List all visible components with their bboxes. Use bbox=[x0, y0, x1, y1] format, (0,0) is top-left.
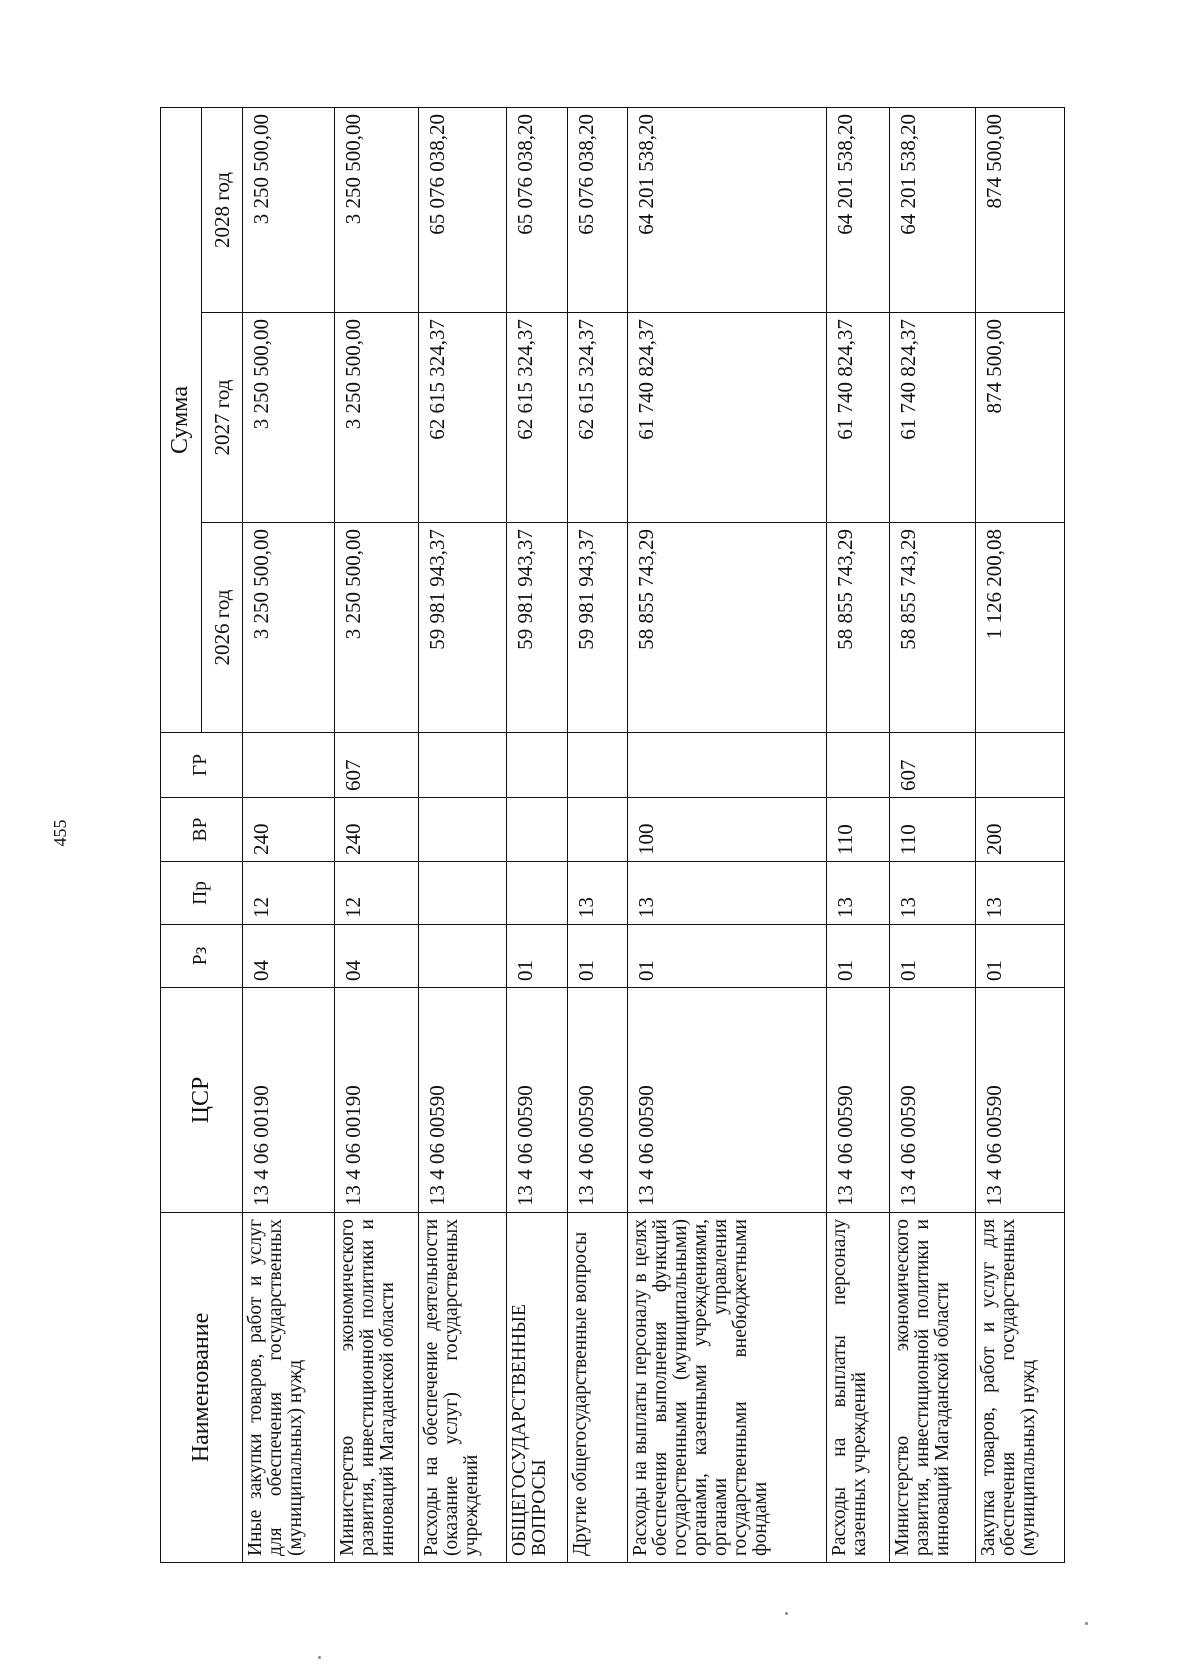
cell-vr bbox=[506, 798, 567, 862]
cell-2028: 64 201 538,20 bbox=[890, 107, 976, 312]
table-row bbox=[827, 107, 890, 1562]
page-number: 455 bbox=[50, 819, 70, 847]
cell-csr: 13 4 06 00590 bbox=[890, 988, 976, 1213]
cell-2027: 3 250 500,00 bbox=[243, 313, 335, 523]
cell-name: Министерство экономического развития, инвестиционной политики и инноваций Магаданской области bbox=[890, 1213, 976, 1563]
cell-pr: 13 bbox=[567, 862, 628, 925]
cell-name: Министерство экономического развития, инвестиционной политики и инноваций Магаданской области bbox=[335, 1213, 419, 1563]
rotated-table-container bbox=[160, 108, 1065, 1563]
header-rz: Рз bbox=[161, 925, 243, 988]
cell-vr: 100 bbox=[628, 798, 827, 862]
table-row bbox=[628, 107, 827, 1562]
table-row bbox=[890, 107, 976, 1562]
header-year-2026: 2026 год bbox=[202, 523, 243, 733]
cell-2026: 59 981 943,37 bbox=[506, 523, 567, 733]
cell-2027: 61 740 824,37 bbox=[890, 313, 976, 523]
cell-2027: 874 500,00 bbox=[975, 313, 1064, 523]
cell-vr bbox=[418, 798, 506, 862]
cell-2028: 874 500,00 bbox=[975, 107, 1064, 312]
cell-name: Расходы на выплаты персоналу казенных учреждений bbox=[827, 1213, 890, 1563]
table-header bbox=[161, 107, 243, 1562]
scan-speck bbox=[785, 1612, 788, 1615]
cell-2028: 3 250 500,00 bbox=[335, 107, 419, 312]
table-row bbox=[506, 107, 567, 1562]
cell-pr: 13 bbox=[975, 862, 1064, 925]
header-vr: ВР bbox=[161, 798, 243, 862]
cell-gr bbox=[628, 733, 827, 798]
cell-name: Другие общегосударственные вопросы bbox=[567, 1213, 628, 1563]
cell-gr bbox=[243, 733, 335, 798]
cell-gr bbox=[418, 733, 506, 798]
cell-gr bbox=[506, 733, 567, 798]
cell-rz: 01 bbox=[890, 925, 976, 988]
cell-2027: 61 740 824,37 bbox=[628, 313, 827, 523]
budget-table bbox=[160, 107, 1065, 1563]
cell-2027: 62 615 324,37 bbox=[567, 313, 628, 523]
header-year-2027: 2027 год bbox=[202, 313, 243, 523]
cell-2026: 58 855 743,29 bbox=[827, 523, 890, 733]
cell-vr: 110 bbox=[890, 798, 976, 862]
cell-2026: 58 855 743,29 bbox=[890, 523, 976, 733]
table-row bbox=[243, 107, 335, 1562]
table-row bbox=[567, 107, 628, 1562]
cell-rz: 01 bbox=[567, 925, 628, 988]
cell-2027: 62 615 324,37 bbox=[506, 313, 567, 523]
cell-pr bbox=[506, 862, 567, 925]
cell-rz bbox=[418, 925, 506, 988]
cell-2028: 65 076 038,20 bbox=[506, 107, 567, 312]
cell-rz: 04 bbox=[243, 925, 335, 988]
scan-speck bbox=[1085, 1622, 1088, 1625]
cell-name: Расходы на выплаты персоналу в целях обеспечения выполнения функций государственными (муниципальными) органами, казенными учреждениями, органами управления государственными внебюджетными фондами bbox=[628, 1213, 827, 1563]
cell-2026: 59 981 943,37 bbox=[567, 523, 628, 733]
cell-vr: 240 bbox=[335, 798, 419, 862]
cell-vr: 200 bbox=[975, 798, 1064, 862]
cell-pr: 12 bbox=[243, 862, 335, 925]
cell-name: Расходы на обеспечение деятельности (оказание услуг) государственных учреждений bbox=[418, 1213, 506, 1563]
cell-gr bbox=[975, 733, 1064, 798]
scan-speck bbox=[318, 1656, 321, 1659]
table-row bbox=[975, 107, 1064, 1562]
cell-gr bbox=[567, 733, 628, 798]
cell-rz: 04 bbox=[335, 925, 419, 988]
cell-2027: 61 740 824,37 bbox=[827, 313, 890, 523]
cell-pr bbox=[418, 862, 506, 925]
cell-pr: 12 bbox=[335, 862, 419, 925]
cell-pr: 13 bbox=[628, 862, 827, 925]
cell-rz: 01 bbox=[975, 925, 1064, 988]
header-year-2028: 2028 год bbox=[202, 107, 243, 312]
cell-csr: 13 4 06 00190 bbox=[243, 988, 335, 1213]
table-row bbox=[418, 107, 506, 1562]
table-row bbox=[335, 107, 419, 1562]
cell-rz: 01 bbox=[506, 925, 567, 988]
cell-pr: 13 bbox=[890, 862, 976, 925]
cell-2026: 1 126 200,08 bbox=[975, 523, 1064, 733]
cell-csr: 13 4 06 00590 bbox=[975, 988, 1064, 1213]
cell-2028: 64 201 538,20 bbox=[628, 107, 827, 312]
table-body bbox=[243, 107, 1065, 1562]
cell-name: Иные закупки товаров, работ и услуг для обеспечения государственных (муниципальных) нужд bbox=[243, 1213, 335, 1563]
cell-gr: 607 bbox=[335, 733, 419, 798]
cell-2028: 65 076 038,20 bbox=[418, 107, 506, 312]
cell-2026: 59 981 943,37 bbox=[418, 523, 506, 733]
header-name: Наименование bbox=[161, 1213, 243, 1563]
cell-name: ОБЩЕГОСУДАРСТВЕННЫЕ ВОПРОСЫ bbox=[506, 1213, 567, 1563]
cell-csr: 13 4 06 00190 bbox=[335, 988, 419, 1213]
cell-csr: 13 4 06 00590 bbox=[506, 988, 567, 1213]
cell-2027: 3 250 500,00 bbox=[335, 313, 419, 523]
header-gr: ГР bbox=[161, 733, 243, 798]
cell-2026: 58 855 743,29 bbox=[628, 523, 827, 733]
cell-name: Закупка товаров, работ и услуг для обеспечения государственных (муниципальных) нужд bbox=[975, 1213, 1064, 1563]
cell-2027: 62 615 324,37 bbox=[418, 313, 506, 523]
cell-csr: 13 4 06 00590 bbox=[827, 988, 890, 1213]
header-csr: ЦСР bbox=[161, 988, 243, 1213]
cell-vr bbox=[567, 798, 628, 862]
cell-rz: 01 bbox=[628, 925, 827, 988]
cell-rz: 01 bbox=[827, 925, 890, 988]
cell-vr: 110 bbox=[827, 798, 890, 862]
cell-2026: 3 250 500,00 bbox=[335, 523, 419, 733]
cell-gr bbox=[827, 733, 890, 798]
cell-2028: 65 076 038,20 bbox=[567, 107, 628, 312]
cell-csr: 13 4 06 00590 bbox=[567, 988, 628, 1213]
cell-2028: 3 250 500,00 bbox=[243, 107, 335, 312]
cell-csr: 13 4 06 00590 bbox=[628, 988, 827, 1213]
cell-2026: 3 250 500,00 bbox=[243, 523, 335, 733]
cell-csr: 13 4 06 00590 bbox=[418, 988, 506, 1213]
cell-vr: 240 bbox=[243, 798, 335, 862]
cell-gr: 607 bbox=[890, 733, 976, 798]
cell-pr: 13 bbox=[827, 862, 890, 925]
cell-2028: 64 201 538,20 bbox=[827, 107, 890, 312]
header-sum: Сумма bbox=[161, 107, 202, 732]
header-pr: Пр bbox=[161, 862, 243, 925]
